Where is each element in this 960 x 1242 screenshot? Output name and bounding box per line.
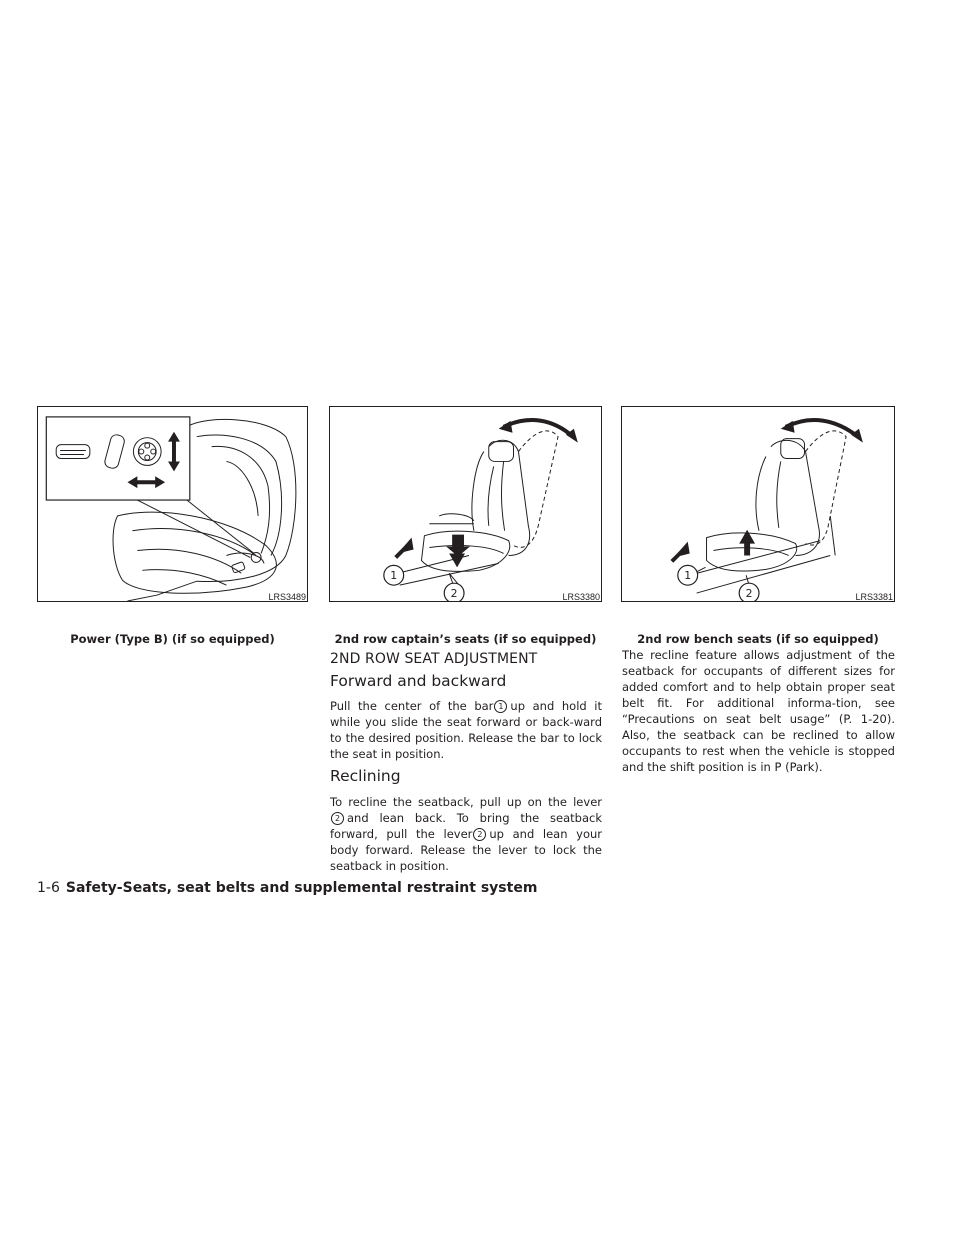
figure-captains-seat: [329, 406, 602, 602]
figure-power-seat: [37, 406, 308, 602]
reclining-paragraph: [330, 794, 602, 874]
marker-1: 1: [390, 569, 398, 583]
figure-bench-seat: [621, 406, 895, 602]
reclining-text-a: To recline the seatback, pull up on the lever: [330, 795, 602, 809]
page-footer: [37, 880, 537, 896]
captains-seat-illustration: [330, 407, 601, 601]
chapter-title: Safety-Seats, seat belts and supplemental restraint system: [65, 880, 538, 896]
forward-text-b: up and hold it while you slide the seat forward or back-ward to the desired position. Release the bar to lock the seat in position.: [330, 699, 603, 761]
recline-feature-paragraph: The recline feature allows adjustment of the seatback for occupants of different sizes for added comfort and to help obtain proper seat belt fit. For additional informa-tion, see “Precautions on seat belt usage” (P. 1-20). Also, the seatback can be reclined to allow occupants to rest when the vehicle is stopped and the shift position is in P (Park).: [622, 648, 895, 774]
subheading-reclining: Reclining: [330, 767, 401, 785]
forward-backward-paragraph: [330, 698, 602, 762]
reclining-text-c: up and lean your body forward. Release the lever to lock the seatback in position.: [330, 827, 602, 873]
marker-2-inline: 2: [473, 828, 486, 841]
figure-code: LRS3380: [562, 592, 600, 602]
marker-1: 1: [684, 569, 692, 583]
marker-2-inline: 2: [331, 812, 344, 825]
figure-code: LRS3381: [855, 592, 893, 602]
marker-1-inline: 1: [494, 700, 507, 713]
power-seat-illustration: [38, 407, 307, 601]
page-number: 1-6: [37, 880, 60, 896]
figure-caption: 2nd row captain’s seats (if so equipped): [334, 632, 597, 646]
figure-caption: 2nd row bench seats (if so equipped): [637, 632, 879, 646]
forward-text-a: Pull the center of the bar: [330, 699, 494, 713]
bench-seat-illustration: [622, 407, 894, 601]
section-heading: 2ND ROW SEAT ADJUSTMENT: [330, 651, 538, 667]
reclining-text-b: and lean back. To bring the seatback forward, pull the lever: [330, 811, 602, 841]
subheading-forward-backward: Forward and backward: [330, 672, 507, 690]
figure-caption: Power (Type B) (if so equipped): [70, 632, 275, 646]
marker-2: 2: [745, 587, 753, 601]
figure-code: LRS3489: [268, 592, 306, 602]
marker-2: 2: [450, 587, 458, 601]
